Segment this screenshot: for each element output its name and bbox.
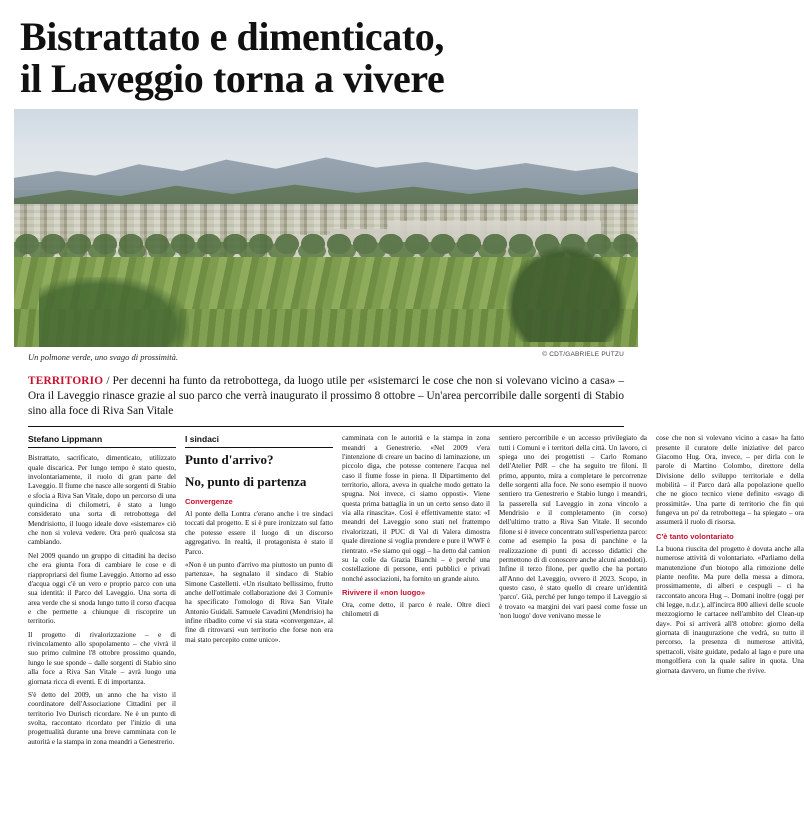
article-columns [28, 434, 804, 751]
column-4 [499, 434, 647, 625]
headline-line-1: Bistrattato e dimenticato, [20, 14, 444, 59]
column-1 [28, 434, 176, 751]
headline-line-2: il Laveggio torna a vivere [20, 55, 445, 101]
paragraph: Ora, come detto, il parco è reale. Oltre dieci chilometri di [342, 600, 490, 619]
sidebar-deck-line-2: No, punto di partenza [185, 474, 307, 490]
paragraph: Bistrattato, sacrificato, dimenticato, utilizzato quale discarica. Per lungo tempo è stato questo, involontariamente, il ruolo di gran parte del Laveggio. Il fiume che nasce alle sorgenti di Stabio e sfocia a Riva San Vitale, dopo un percorso di una quindicina di chilometri, è stato a lungo considerato una sorta di retrobottega del Mendrisiotto, il luogo ideale dove «sistemare» ciò che non si voleva vedere. Ora però qualcosa sta cambiando. [28, 454, 176, 547]
column-3 [342, 434, 490, 623]
section-kicker: TERRITORIO [28, 375, 104, 388]
paragraph: La buona riuscita del progetto è dovuta anche alla numerose attività di volontariato. «Parliamo della manutenzione d'un biotopo alla rimozione delle piante neofite. Ma pure della messa a dimora, prossimamente, di alberi e cespugli – ci ha raccontato ancora Hug –. Domani inoltre (oggi per chi legge, n.d.r.), all'incirca 800 allievi delle scuole mezzogiorno le cartacee nell'ambito del Clean-up day». Poi si arriverà all'8 ottobre: giorno della giornata di inaugurazione che vedrà, su tutto il percorso, la presenza di numerose attività, spettacoli, visite guidate, pedalo al lago e pure una mongolfiera con la quale salire in quota. Una giornata davvero, un fiume che rivive. [656, 544, 804, 675]
paragraph: Il progetto di rivalorizzazione – e di rivincolamento allo spopolamento – che vivrà il suo primo culmine l'8 ottobre prossimo quando, lungo le sue sponde – dalle sorgenti di Stabio sino alla foce a Riva San Vitale – avrà luogo una giornata ricca di eventi. E di importanza. [28, 630, 176, 686]
divider [28, 426, 624, 427]
lead-photo [14, 109, 638, 347]
subhead-volontariato: C'è tanto volontariato [656, 531, 734, 541]
byline: Stefano Lippmann [28, 434, 176, 448]
paragraph: Al ponte della Lontra c'erano anche i tre sindaci toccati dal progetto. E si è pure ironizzato sul fatto che potesse essere il luogo di un discorso aggregativo. In realtà, il protagonista è stato il Parco. [185, 510, 333, 556]
subhead-rivivere: Rivivere il «non luogo» [342, 587, 426, 597]
paragraph: camminata con le autorità e la stampa in zona meandri a Genestrerio. «Nel 2009 v'era l'intenzione di creare un bacino di laminazione, un piccolo diga, che potesse contenere l'acqua nel caso il fiume fosse in piena. Il Dipartimento del territorio, allora, aveva in qualche modo gettato la spugna. Noi invece, ci siamo opposti». Viene questa prima battaglia in un un certo senso dato il via alla rinascita». Così è effettivamente stato: «I meandri del Laveggio sono stati nel frattempo rivalorizzati, il PUC di Val di Valera dimostra quale direzione si voglia prendere e pure il WWF è rientrato. «Se siamo qui oggi – ha detto dal camion su la colle da Grazia Bianchi – è perché una costellazione di persone, enti pubblici e privati nonché associazioni, ha fornito un grande aiuto. [342, 434, 490, 583]
paragraph: sentiero percorribile e un accesso privilegiato da tutti i Comuni e i territori della città. Un lavoro, ci spiega uno dei progettisti – Carlo Romano dell'Atelier PdR – che ha seguito tre filoni. Il primo, appunto, mira a completare le percorrenze delle sorgenti alla foce. Ne sono esempio il nuovo sentiero tra Genestrerio e Stabio lungo i meandri, la passerella sul Laveggio in zona vincolo a Mendrisio e il completamento (in corso) dell'ultimo tratto a Riva San Vitale. Il secondo filone si è invece concentrato sull'esperienza parco: come ad esempio la posa di panchine e la realizzazione di punti di accesso didattici che permettono di di conoscere anche alcuni aneddoti). Infine il terzo filone, per quello che ha portato all'Anno del Laveggio, ovvero il 2023. Scopo, in questo caso, è stato quello di creare un'identità 'parco'. Già, perché per lungo tempo il Laveggio si è trovato «a margini dei vari paesi come fosse un 'non luogo' dove venivano messe le [499, 434, 647, 621]
standfirst-text: / Per decenni ha funto da retrobottega, da luogo utile per «sistemarci le cose che non si volevano vicino a casa» – Ora il Laveggio rinasce grazie al suo parco che verrà inaugurato il prossimo 8 ottobre – Un'area percorribile dalle sorgenti di Stabio sino alla foce di Riva San Vitale [28, 375, 624, 418]
photo-credit: © CDT/GABRIELE PUTZU [542, 351, 624, 359]
paragraph: S'è detto del 2009, un anno che ha visto il coordinatore dell'Associazione Cittadini per il territorio Ivo Durisch ricordare. Ne è un punto di svolta, raccontato ricordato per l'inizio di una progettualità durante una breve camminata con le autorità e la stampa in zona meandri a Genestrerio. [28, 690, 176, 746]
sidebar-subhead: Convergenze [185, 497, 233, 507]
column-2-sidebar [185, 434, 333, 649]
column-5 [656, 434, 804, 680]
paragraph: «Non è un punto d'arrivo ma piuttosto un punto di partenza», ha segnalato il sindaco di Stabio Simone Castelletti. «Un risultato bellissimo, frutto anche dell'ottimale collaborazione dei 3 Comuni» ha specificato l'omologo di Riva San Vitale Antonio Guidali. Samuele Cavadini (Mendrisio) ha infine ribadito come vi sia stata «convergenza», al fine di ritrovarsi «un territorio che forse non era mai stato percepito come unico». [185, 560, 333, 644]
sidebar-head: I sindaci [185, 434, 333, 448]
photo-tree-left [39, 277, 189, 347]
standfirst [28, 374, 624, 419]
photo-tree-right [506, 246, 626, 342]
sidebar-deck-line-1: Punto d'arrivo? [185, 452, 274, 468]
paragraph: cose che non si volevano vicino a casa» ha fatto presente il curatore delle iniziative del parco Giacomo Hug. Ora, invece, – per dirla con le parole di Martino Colombo, direttore della Divisione dello sviluppo territoriale e della mobilità – il Parco darà alla popolazione quello che ne gioco tecnico viene definito «svago di prossimità». Una parte di territorio che fin qui fungeva un po' da retrobottega – ha spiegato – ora assumerà il ruolo di risorsa. [656, 434, 804, 527]
page-title [20, 16, 638, 99]
photo-caption-row [14, 347, 638, 365]
paragraph: Nel 2009 quando un gruppo di cittadini ha deciso che era giunta l'ora di cambiare le cose e di riappropriarsi del fiume Laveggio. Attorno ad esso d'acqua oggi c'è un vero e proprio parco con una sua identità: il Parco del Laveggio. Una sorta di area verde che si snoda lungo tutto il corso d'acqua e che permette a chiunque di riscoprire un territorio. [28, 551, 176, 626]
photo-caption: Un polmone verde, uno svago di prossimità. [28, 352, 178, 363]
